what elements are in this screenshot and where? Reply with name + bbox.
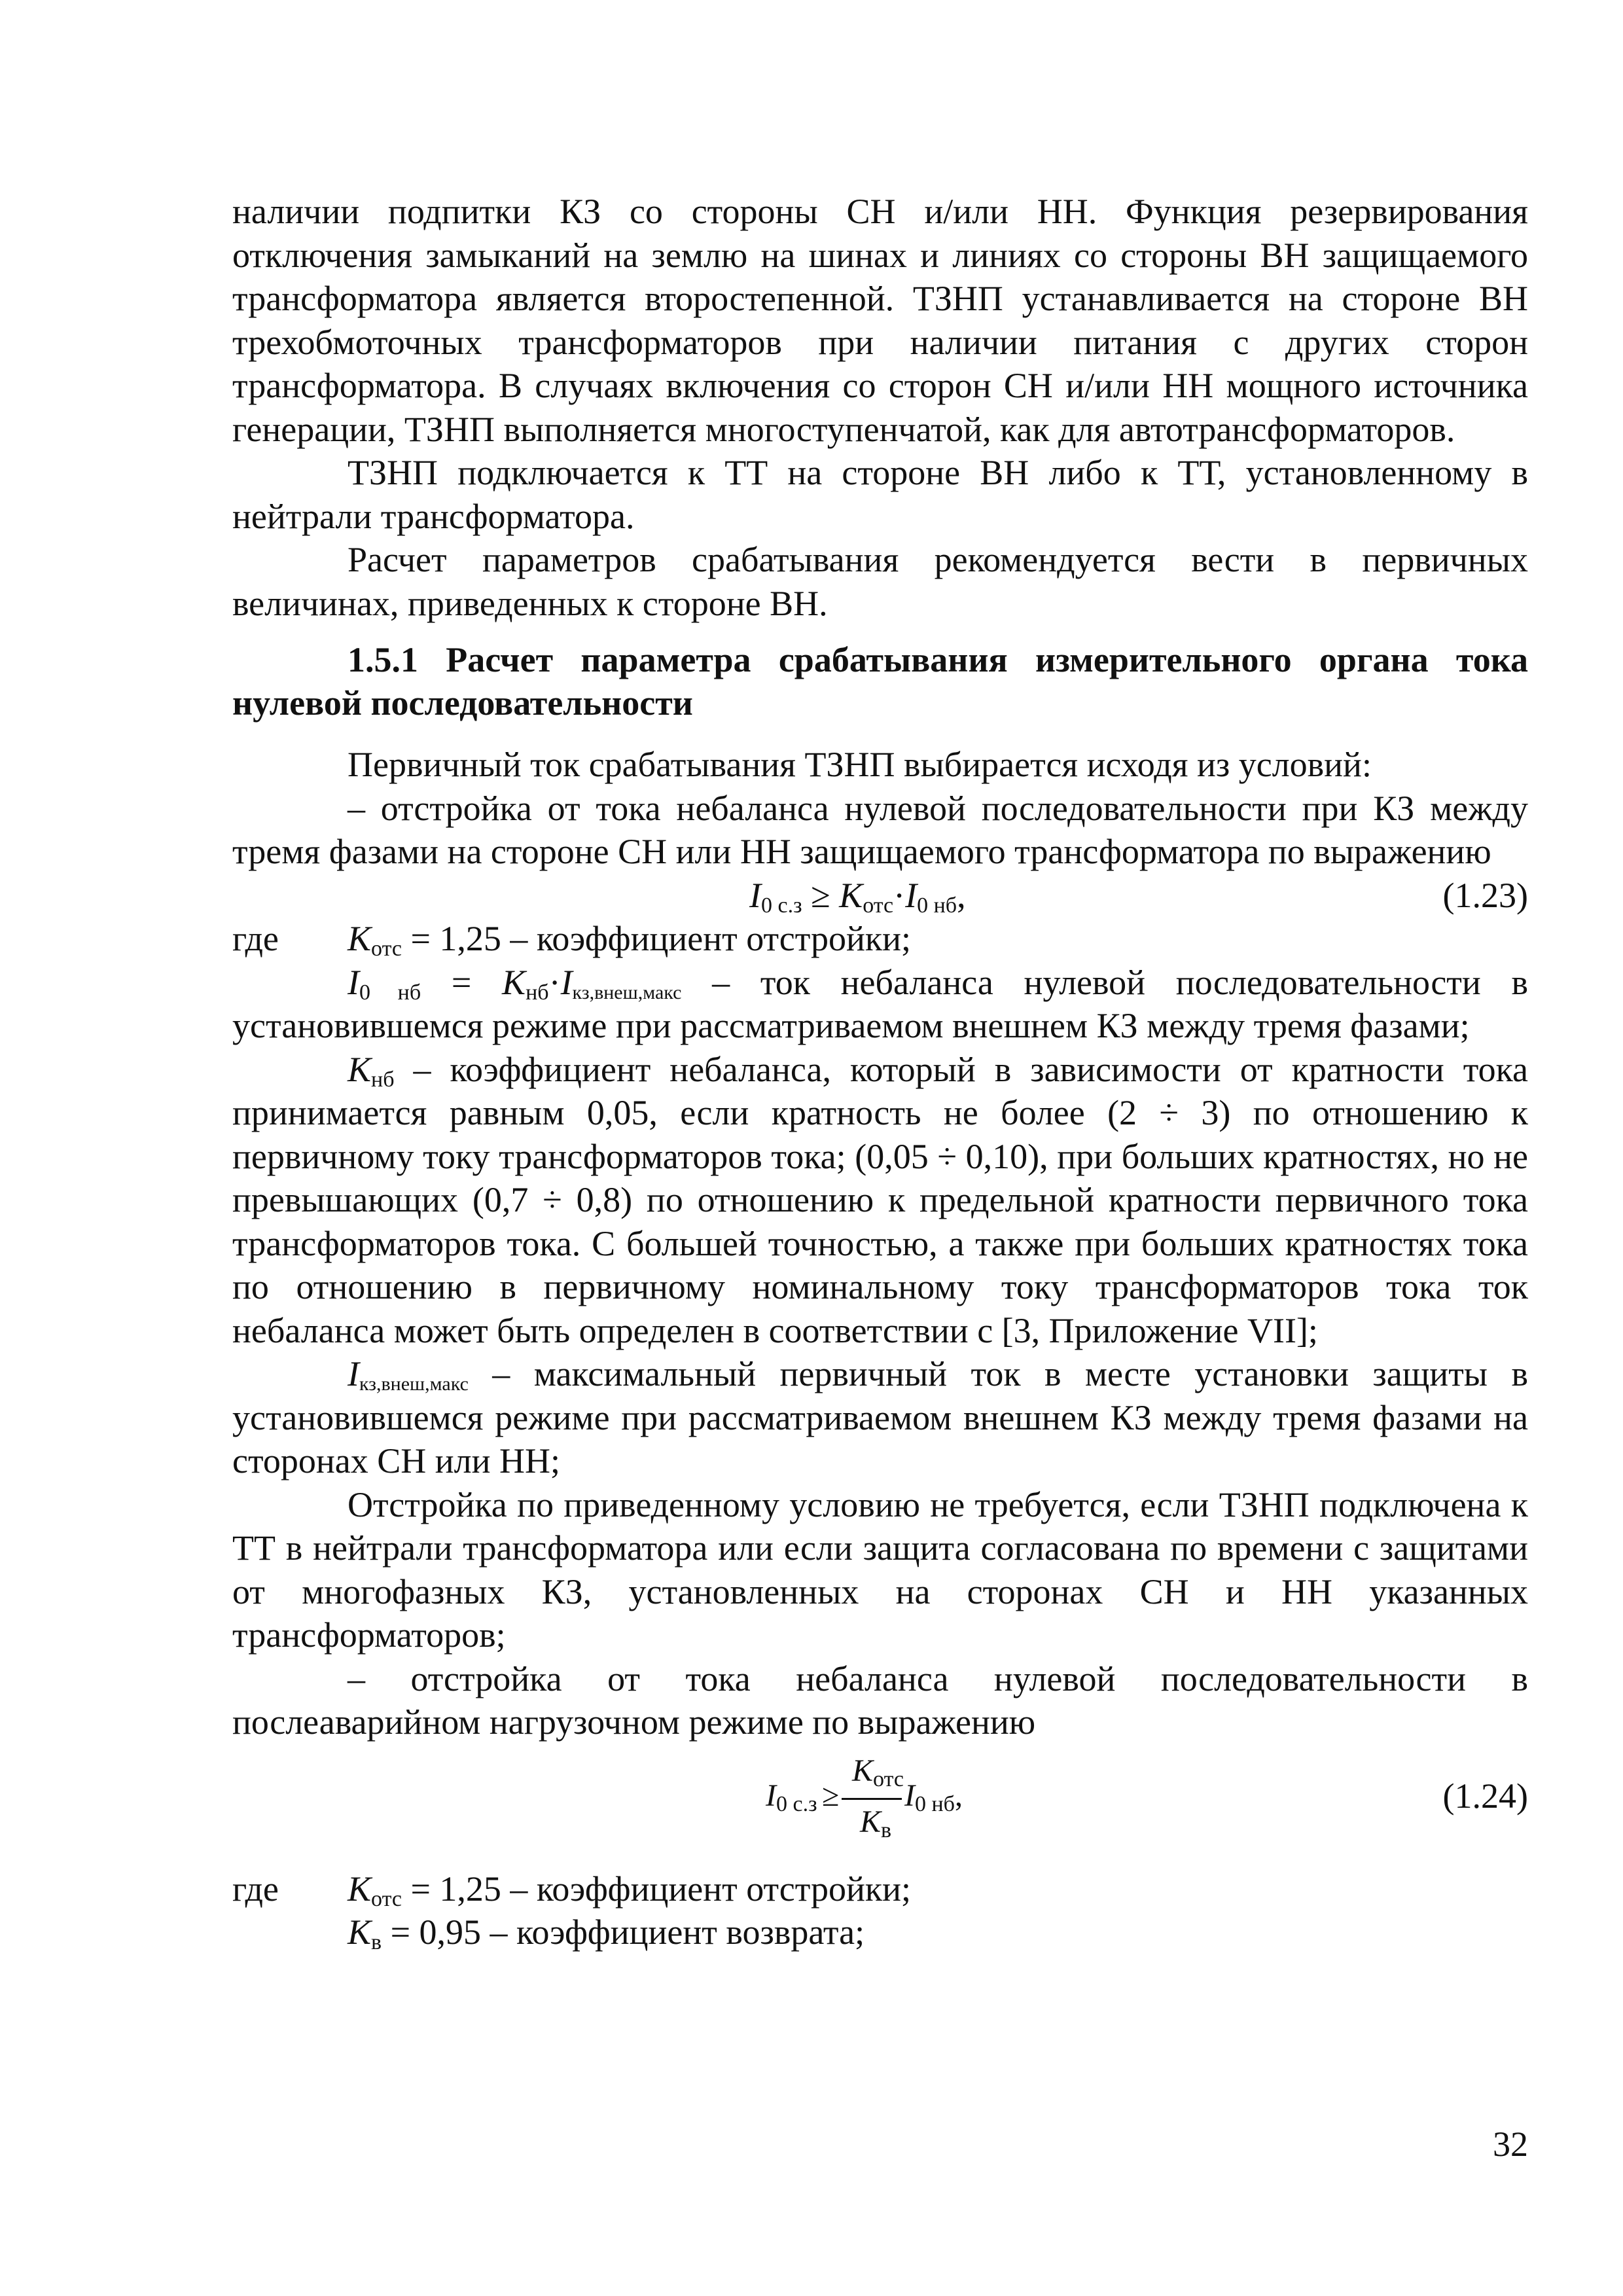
- page-number: 32: [1493, 2125, 1528, 2164]
- paragraph-tznp-connection: ТЗНП подключается к ТТ на стороне ВН либо к ТТ, установленному в нейтрали трансформатора.: [232, 453, 1528, 536]
- where-label: где: [232, 1869, 279, 1909]
- equation-1-23: [232, 874, 1528, 918]
- condition-2: – отстройка от тока небаланса нулевой последовательности в послеаварийном нагрузочном режиме по выражению: [232, 1659, 1528, 1742]
- document-page: [232, 190, 1528, 1954]
- equation-1-23-expression: $I_{0 с.з} \ge K_{отс}\cdot I_{0 нб}$,: [749, 875, 966, 918]
- where-label: где: [232, 919, 279, 958]
- paragraph-note: Отстройка по приведенному условию не требуется, если ТЗНП подключена к ТТ в нейтрали трансформатора или если защита согласована по времени с защитами от многофазных КЗ, установленных на сторонах СН и НН указанных трансформаторов;: [232, 1484, 1528, 1655]
- condition-1: – отстройка от тока небаланса нулевой последовательности при КЗ между тремя фазами на стороне СН или НН защищаемого трансформатора по выражению: [232, 788, 1528, 871]
- paragraph-continuation: наличии подпитки КЗ со стороны СН и/или НН. Функция резервирования отключения замыканий на землю на шинах и линиях со стороны ВН защищаемого трансформатора является второстепенной. ТЗНП устанавливается на стороне ВН трехобмоточных трансформаторов при наличии питания с других сторон трансформатора. В случаях включения со сторон СН и/или НН мощного источника генерации, ТЗНП выполняется многоступенчатой, как для автотрансформаторов.: [232, 192, 1528, 449]
- definition-k-nb: $K_{нб}$ – коэффициент небаланса, который в зависимости от кратности тока принимается равным 0,05, если кратность не более (2 ÷ 3) по отношению к первичному току трансформаторов тока; (0,05 ÷ 0,10), при больших кратностях, но не превышающих (0,7 ÷ 0,8) по отношению к предельной кратности первичного тока трансформаторов тока. С большей точностью, а также при больших кратностях тока по отношению в первичному номинальному току трансформаторов тока ток небаланса может быть определен в соответствии с [3, Приложение VII];: [232, 1049, 1528, 1350]
- definition-i0nb: $I_{0 нб} = K_{нб}\cdot I_{кз,внеш,макс}$ – ток небаланса нулевой последовательности в установившемся режиме при рассматриваемом внешнем КЗ между тремя фазами;: [232, 962, 1529, 1045]
- fraction-numerator: $K_{отс}$: [852, 1753, 904, 1791]
- equation-number: (1.23): [1442, 875, 1528, 915]
- definition-k-ots-2: где $K_{отс} = 1,25$ – коэффициент отстройки;: [232, 1867, 1528, 1911]
- fraction-bar: [842, 1798, 902, 1800]
- equation-number: (1.24): [1442, 1776, 1528, 1816]
- definition-k-v: $K_в = 0,95$ – коэффициент возврата;: [348, 1912, 865, 1954]
- paragraph-calculation-note: Расчет параметров срабатывания рекомендуется вести в первичных величинах, приведенных к стороне ВН.: [232, 540, 1528, 623]
- equation-1-24: $I_{0 с.з}$ ≥ $K_{отс}$ $K_в$ $I_{0 нб}$, (1.24): [232, 1749, 1528, 1848]
- fraction-denominator: $K_в$: [860, 1804, 892, 1842]
- conditions-intro: Первичный ток срабатывания ТЗНП выбирается исходя из условий:: [348, 745, 1372, 784]
- definition-i-kz: $I_{кз,внеш,макс}$ – максимальный первичный ток в месте установки защиты в установившемся режиме при рассматриваемом внешнем КЗ между тремя фазами на сторонах СН или НН;: [232, 1354, 1528, 1480]
- section-heading: 1.5.1 Расчет параметра срабатывания измерительного органа тока нулевой последовательности: [232, 640, 1528, 723]
- definition-k-ots: где $K_{отс} = 1,25$ – коэффициент отстройки;: [232, 917, 1528, 961]
